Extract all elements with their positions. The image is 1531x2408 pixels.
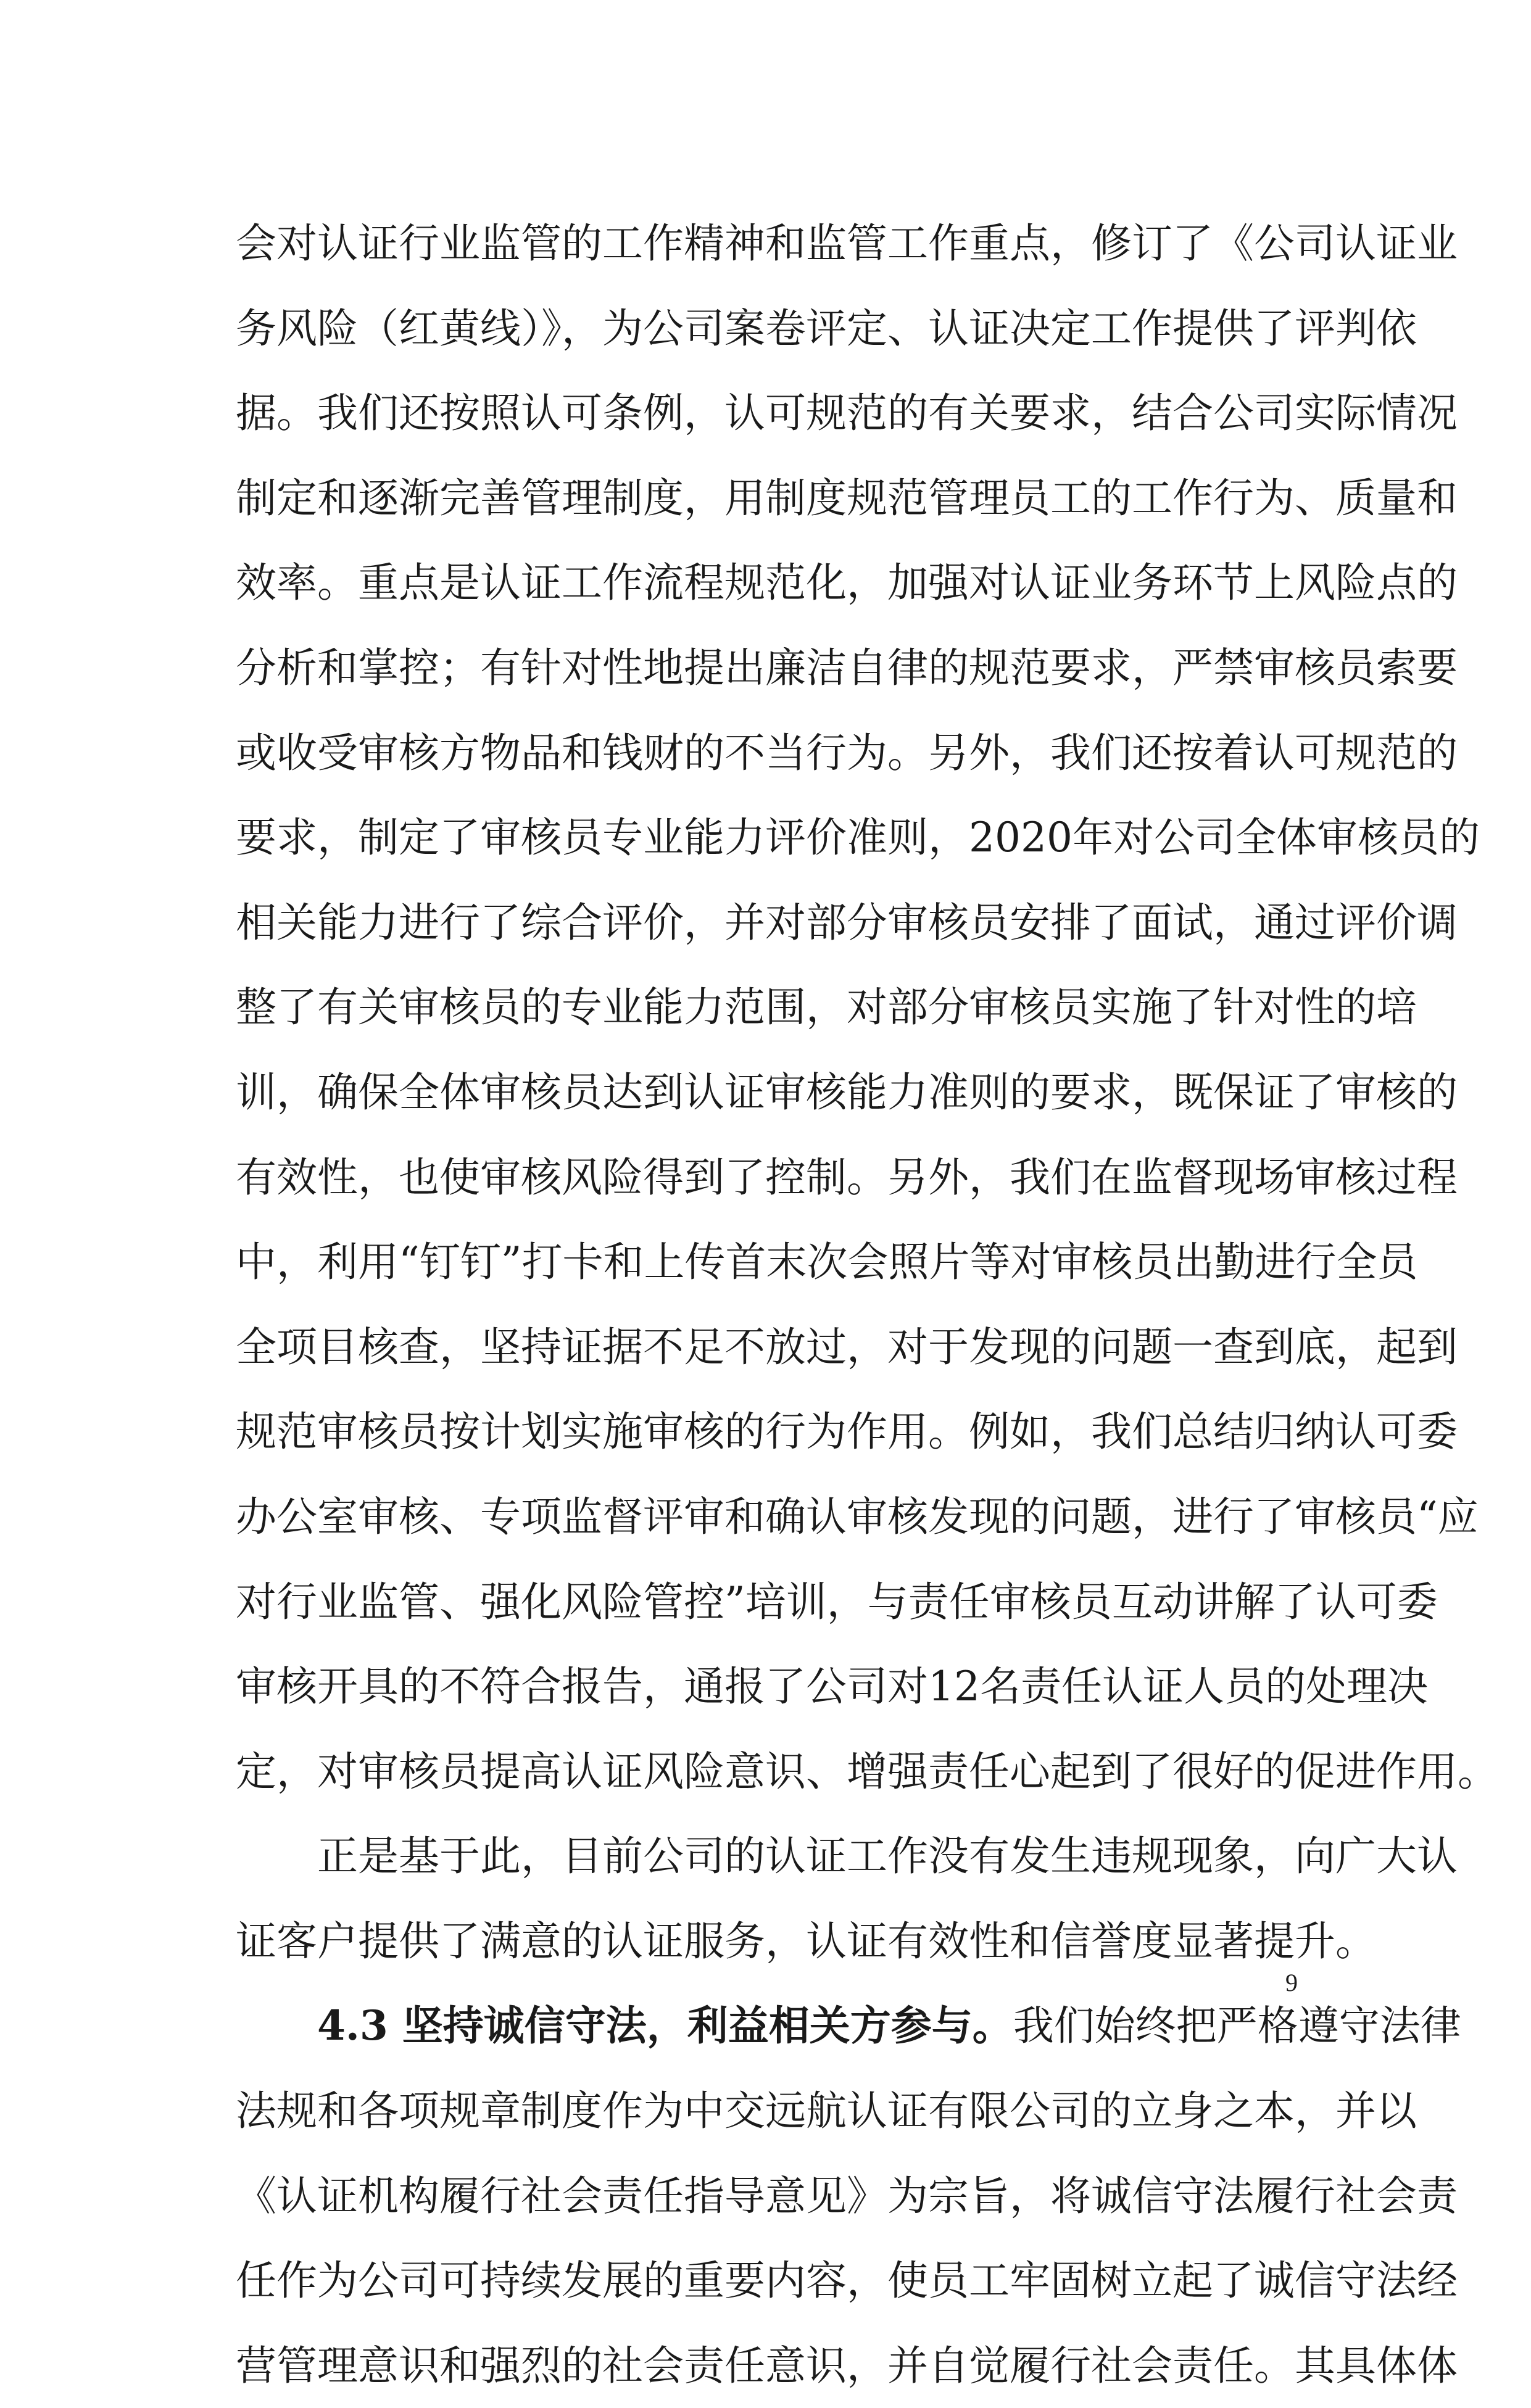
text-line: 证客户提供了满意的认证服务，认证有效性和信誉度显著提升。 (236, 1917, 1376, 1965)
text-line: 分析和掌控；有针对性地提出廉洁自律的规范要求，严禁审核员索要 (236, 643, 1458, 692)
text-line: 制定和逐渐完善管理制度，用制度规范管理员工的工作行为、质量和 (236, 474, 1458, 522)
text-line: 会对认证行业监管的工作精神和监管工作重点，修订了《公司认证业 (236, 220, 1458, 267)
text-line: 效率。重点是认证工作流程规范化，加强对认证业务环节上风险点的 (236, 559, 1458, 607)
document-body (236, 201, 1498, 2408)
text-line: 训，确保全体审核员达到认证审核能力准则的要求，既保证了审核的 (236, 1068, 1458, 1116)
text-line: 全项目核查，坚持证据不足不放过，对于发现的问题一查到底，起到 (236, 1323, 1458, 1371)
section-heading: 4.3 坚持诚信守法，利益相关方参与。 (317, 2001, 1013, 2050)
text-line: 中，利用“钉钉”打卡和上传首末次会照片等对审核员出勤进行全员 (236, 1238, 1418, 1286)
text-line: 要求，制定了审核员专业能力评价准则，2020年对公司全体审核员的 (236, 814, 1480, 862)
text-line: 任作为公司可持续发展的重要内容，使员工牢固树立起了诚信守法经 (236, 2257, 1458, 2305)
text-line: 营管理意识和强烈的社会责任意识，并自觉履行社会责任。其具体体 (236, 2341, 1458, 2389)
text-line: 对行业监管、强化风险管控”培训，与责任审核员互动讲解了认可委 (236, 1578, 1438, 1626)
text-line: 《认证机构履行社会责任指导意见》为宗旨，将诚信守法履行社会责 (236, 2172, 1458, 2220)
paragraph (236, 1814, 1458, 1984)
text-line: 正是基于此，目前公司的认证工作没有发生违规现象，向广大认 (317, 1832, 1458, 1880)
section-heading-continuation: 我们始终把严格遵守法律 (1013, 2002, 1461, 2050)
text-line: 务风险（红黄线）》，为公司案卷评定、认证决定工作提供了评判依 (236, 304, 1417, 352)
text-line: 规范审核员按计划实施审核的行为作用。例如，我们总结归纳认可委 (236, 1408, 1458, 1456)
text-line: 审核开具的不符合报告，通报了公司对12名责任认证人员的处理决 (236, 1663, 1428, 1711)
text-line: 据。我们还按照认可条例，认可规范的有关要求，结合公司实际情况 (236, 389, 1458, 437)
paragraph (236, 1984, 1461, 2408)
page-number: 9 (1285, 1969, 1298, 1996)
text-line: 定，对审核员提高认证风险意识、增强责任心起到了很好的促进作用。 (236, 1747, 1498, 1795)
text-line: 整了有关审核员的专业能力范围，对部分审核员实施了针对性的培 (236, 983, 1417, 1032)
text-line: 有效性，也使审核风险得到了控制。另外，我们在监督现场审核过程 (236, 1153, 1458, 1201)
text-line: 相关能力进行了综合评价，并对部分审核员安排了面试，通过评价调 (236, 898, 1458, 946)
paragraph (236, 201, 1498, 1814)
text-line: 办公室审核、专项监督评审和确认审核发现的问题，进行了审核员“应 (236, 1492, 1479, 1541)
text-line (236, 1984, 1461, 2069)
text-line: 法规和各项规章制度作为中交远航认证有限公司的立身之本，并以 (236, 2087, 1417, 2135)
text-line: 或收受审核方物品和钱财的不当行为。另外，我们还按着认可规范的 (236, 729, 1458, 777)
